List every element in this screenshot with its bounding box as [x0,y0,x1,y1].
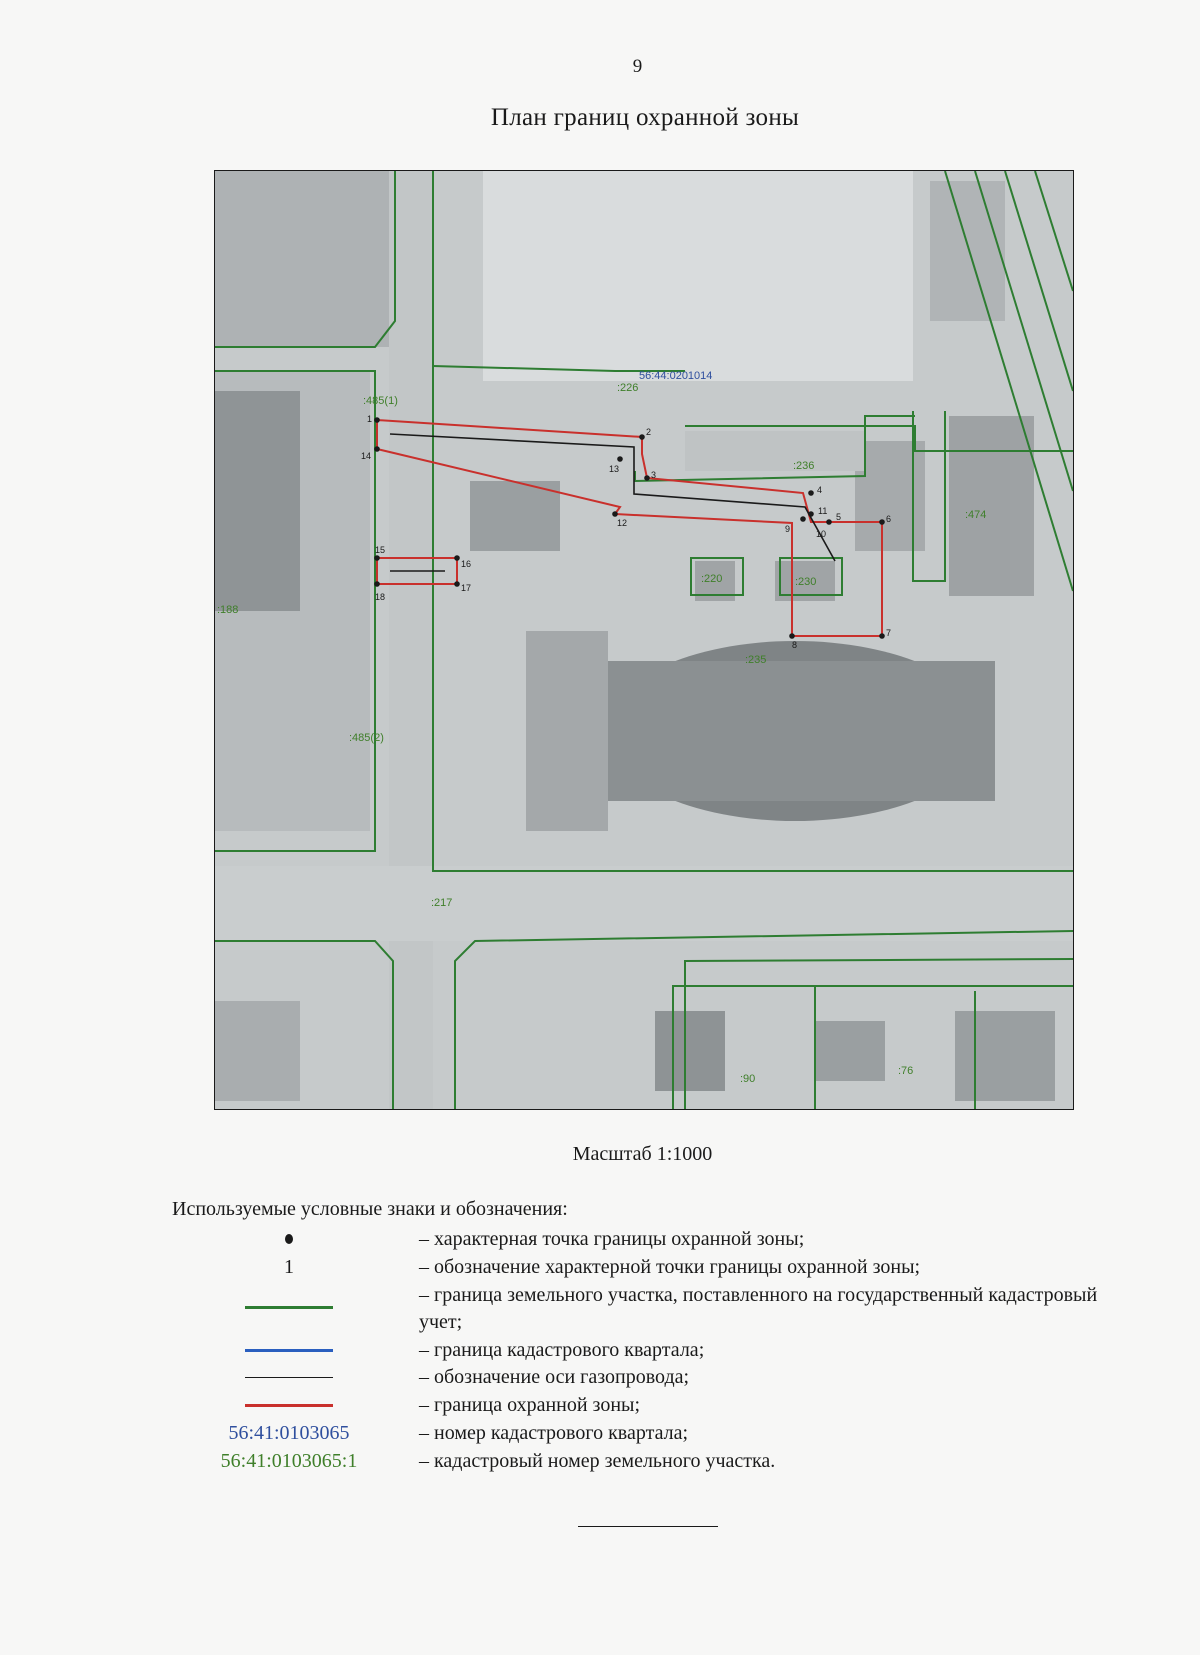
point-label: 1 [367,414,373,424]
parcel-label: :485(1) [363,395,398,407]
legend-item [172,1364,1122,1390]
point-label: 7 [886,628,892,638]
legend-item [172,1392,1122,1418]
point-label: 11 [818,506,828,516]
map-image [214,170,1074,1110]
point-label: 13 [609,464,620,474]
parcel-label: :235 [745,654,767,666]
legend-item [172,1226,1122,1252]
legend-item [172,1282,1122,1333]
legend-item [172,1420,1122,1446]
point-label: 15 [375,545,386,555]
parcel-label: :474 [965,509,987,521]
quarter-label: 56:44:0201014 [639,370,713,382]
legend-desc: – кадастровый номер земельного участка. [419,1450,776,1472]
quarter-number-sample: 56:41:0103065 [228,1421,350,1444]
legend-desc: – граница земельного участка, поставленного на государственный кадастровый учет; [419,1284,1098,1333]
parcel-number-sample: 56:41:0103065:1 [220,1449,358,1472]
legend-item [172,1254,1122,1280]
page-title: План границ охранной зоны [490,104,800,131]
point-label: 8 [792,640,798,650]
point-label: 12 [617,518,628,528]
legend-desc: – номер кадастрового квартала; [419,1422,689,1444]
point-label: 16 [461,559,472,569]
point-dot-icon [285,1234,293,1244]
parcel-label: :485(2) [349,732,384,744]
parcel-label: :226 [617,382,639,394]
parcel-label: :188 [217,604,239,616]
page-number: 9 [632,56,643,77]
point-label: 5 [836,512,842,522]
legend-desc: – характерная точка границы охранной зоны; [419,1228,805,1250]
parcel-label: :220 [701,573,723,585]
parcel-label: :236 [793,460,815,472]
point-label: 9 [785,524,791,534]
parcel-line-icon [245,1306,333,1309]
point-number-symbol: 1 [284,1255,294,1278]
zone-line-icon [245,1404,333,1407]
legend-desc: – обозначение характерной точки границы охранной зоны; [419,1256,921,1278]
parcel-label: :230 [795,576,817,588]
point-label: 3 [651,470,657,480]
legend-item [172,1448,1122,1474]
legend-title: Используемые условные знаки и обозначения: [172,1198,568,1220]
legend-desc: – обозначение оси газопровода; [419,1366,690,1388]
legend-desc: – граница кадастрового квартала; [419,1339,705,1361]
footer-rule [578,1526,718,1527]
parcel-label: :90 [740,1073,756,1085]
quarter-line-icon [245,1349,333,1352]
point-label: 14 [361,451,372,461]
scale-label: Масштаб 1:1000 [572,1143,713,1165]
legend-desc: – граница охранной зоны; [419,1394,641,1416]
point-label: 4 [817,485,823,495]
point-label: 10 [816,529,827,539]
parcel-label: :76 [898,1065,914,1077]
point-label: 18 [375,592,386,602]
point-label: 17 [461,583,472,593]
legend-item [172,1337,1122,1363]
point-label: 6 [886,514,892,524]
point-label: 2 [646,427,652,437]
parcel-label: :217 [431,897,453,909]
axis-line-icon [245,1377,333,1378]
